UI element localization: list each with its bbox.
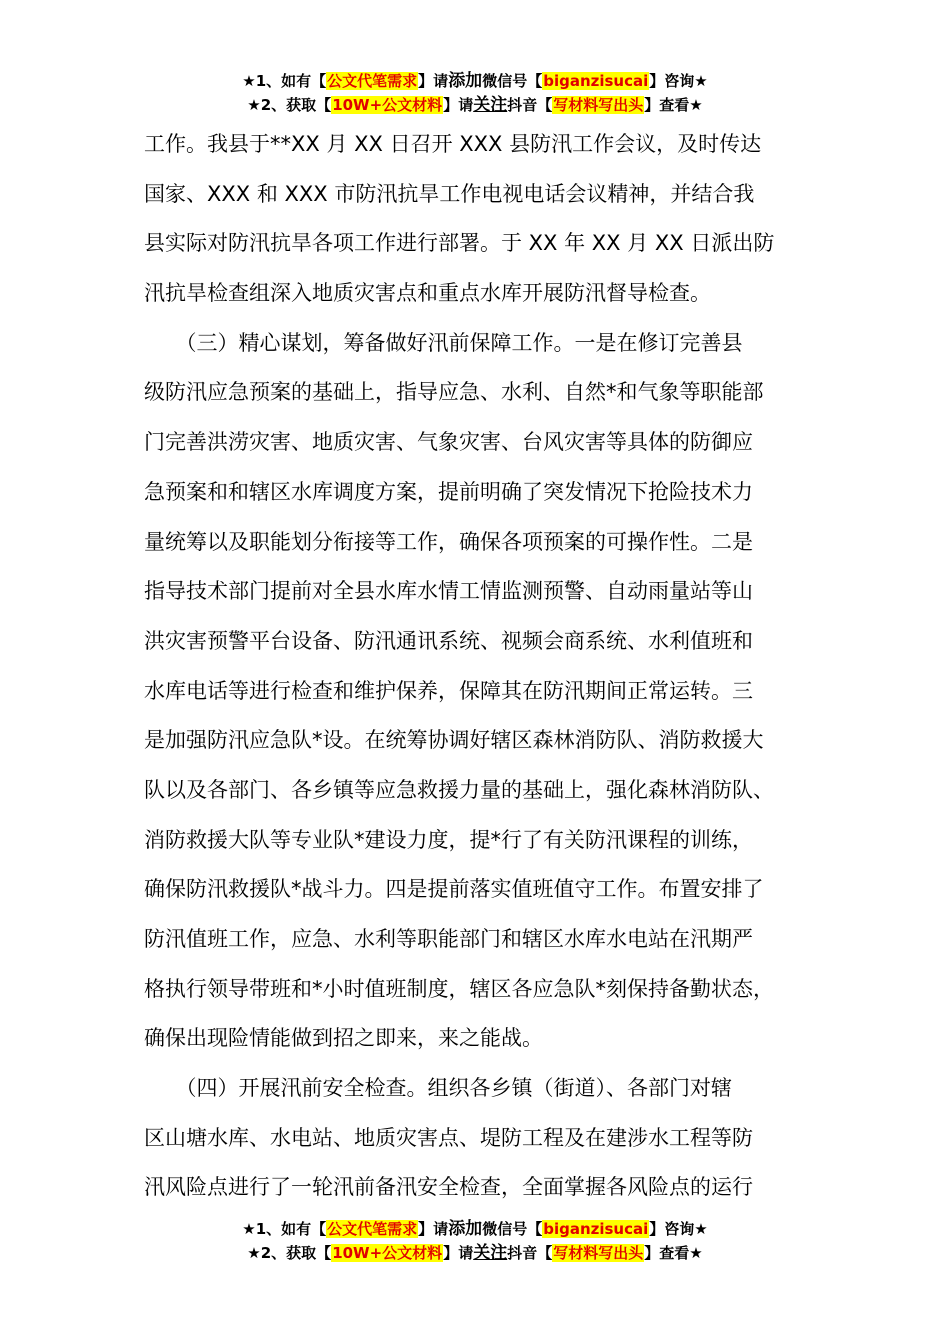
banner-text: 】请 bbox=[443, 1244, 474, 1262]
banner-text: ★1、如有【 bbox=[242, 1220, 327, 1238]
body-line: 级防汛应急预案的基础上，指导应急、水利、自然*和气象等职能部 bbox=[144, 380, 764, 405]
banner-text: 】咨询★ bbox=[649, 72, 708, 90]
body-line: 防汛值班工作，应急、水利等职能部门和辖区水库水电站在汛期严 bbox=[144, 927, 753, 951]
body-line: 汛抗旱检查组深入地质灾害点和重点水库开展防汛督导检查。 bbox=[144, 281, 711, 306]
body-line: 国家、XXX 和 XXX 市防汛抗旱工作电视电话会议精神，并结合我 bbox=[144, 181, 755, 206]
footer-banner bbox=[0, 1217, 950, 1265]
body-line: 洪灾害预警平台设备、防汛通讯系统、视频会商系统、水利值班和 bbox=[144, 628, 753, 653]
body-line: 队以及各部门、各乡镇等应急救援力量的基础上，强化森林消防队、 bbox=[144, 777, 774, 802]
body-line: 消防救援大队等专业队*建设力度，提*行了有关防汛课程的训练， bbox=[144, 827, 753, 852]
body-line: （四）开展汛前安全检查。组织各乡镇（街道）、各部门对辖 bbox=[144, 1076, 732, 1101]
body-line: 确保出现险情能做到招之即来，来之能战。 bbox=[144, 1026, 543, 1051]
banner-text: ★2、获取【 bbox=[247, 96, 332, 114]
banner-emphasis: 添加 bbox=[448, 71, 483, 91]
highlight-douyin-account: 写材料写出头 bbox=[553, 96, 644, 114]
banner-text: 抖音【 bbox=[507, 1244, 553, 1262]
body-line: 格执行领导带班和*小时值班制度，辖区各应急队*刻保持备勤状态， bbox=[144, 976, 774, 1001]
highlight-service: 公文代笔需求 bbox=[327, 1220, 418, 1238]
banner-line-2 bbox=[0, 93, 950, 117]
banner-text: ★1、如有【 bbox=[242, 72, 327, 90]
banner-text: 】查看★ bbox=[644, 1244, 703, 1262]
banner-text: 】查看★ bbox=[644, 96, 703, 114]
highlight-douyin-account: 写材料写出头 bbox=[553, 1244, 644, 1262]
banner-line-2 bbox=[0, 1241, 950, 1265]
banner-emphasis: 关注 bbox=[473, 1243, 508, 1263]
header-banner bbox=[0, 69, 950, 117]
body-line: 急预案和和辖区水库调度方案，提前明确了突发情况下抢险技术力 bbox=[144, 479, 753, 504]
banner-text: 】咨询★ bbox=[649, 1220, 708, 1238]
body-line: 区山塘水库、水电站、地质灾害点、堤防工程及在建涉水工程等防 bbox=[144, 1125, 753, 1150]
banner-text: 微信号【 bbox=[482, 72, 543, 90]
highlight-service: 公文代笔需求 bbox=[327, 72, 418, 90]
banner-text: 微信号【 bbox=[482, 1220, 543, 1238]
body-line: 是加强防汛应急队*设。在统筹协调好辖区森林消防队、消防救援大 bbox=[144, 728, 764, 753]
highlight-materials: 10W+公文材料 bbox=[332, 1244, 443, 1262]
banner-text: 抖音【 bbox=[507, 96, 553, 114]
banner-text: ★2、获取【 bbox=[247, 1244, 332, 1262]
highlight-wechat-id: biganzisucai bbox=[543, 72, 649, 90]
body-line: 工作。我县于**XX 月 XX 日召开 XXX 县防汛工作会议，及时传达 bbox=[144, 132, 762, 156]
banner-text: 】请 bbox=[443, 96, 474, 114]
body-line: 县实际对防汛抗旱各项工作进行部署。于 XX 年 XX 月 XX 日派出防 bbox=[144, 231, 775, 256]
body-line: 水库电话等进行检查和维护保养，保障其在防汛期间正常运转。三 bbox=[144, 678, 753, 703]
body-line: 门完善洪涝灾害、地质灾害、气象灾害、台风灾害等具体的防御应 bbox=[144, 430, 753, 455]
body-line: （三）精心谋划，筹备做好汛前保障工作。一是在修订完善县 bbox=[144, 330, 743, 355]
banner-text: 】请 bbox=[418, 1220, 449, 1238]
body-line: 指导技术部门提前对全县水库水情工情监测预警、自动雨量站等山 bbox=[144, 579, 753, 604]
body-line: 确保防汛救援队*战斗力。四是提前落实值班值守工作。布置安排了 bbox=[144, 877, 764, 902]
banner-line-1 bbox=[0, 69, 950, 93]
body-line: 量统筹以及职能划分衔接等工作，确保各项预案的可操作性。二是 bbox=[144, 529, 753, 554]
banner-text: 】请 bbox=[418, 72, 449, 90]
highlight-wechat-id: biganzisucai bbox=[543, 1220, 649, 1238]
banner-emphasis: 关注 bbox=[473, 95, 508, 115]
banner-emphasis: 添加 bbox=[448, 1219, 483, 1239]
banner-line-1 bbox=[0, 1217, 950, 1241]
body-line: 汛风险点进行了一轮汛前备汛安全检查，全面掌握各风险点的运行 bbox=[144, 1175, 753, 1200]
highlight-materials: 10W+公文材料 bbox=[332, 96, 443, 114]
document-body bbox=[144, 120, 810, 1213]
